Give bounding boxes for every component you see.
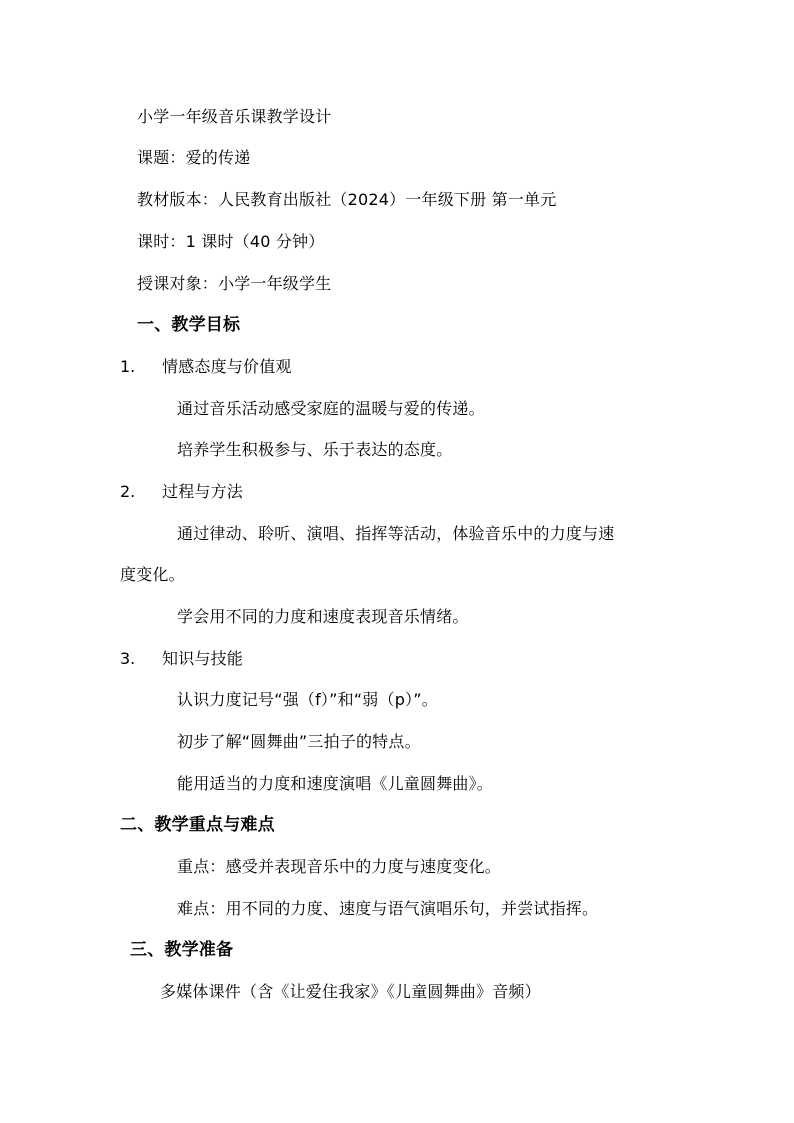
item-2-line-2: 学会用不同的力度和速度表现音乐情绪。 — [177, 607, 469, 626]
item-3-label: 知识与技能 — [162, 649, 244, 668]
section-1-heading: 一、教学目标 — [137, 315, 241, 335]
item-1-label: 情感态度与价值观 — [162, 357, 292, 376]
item-1-line-1: 通过音乐活动感受家庭的温暖与爱的传递。 — [177, 399, 485, 418]
difficult-point: 难点：用不同的力度、速度与语气演唱乐句，并尝试指挥。 — [177, 899, 599, 918]
item-2-line-1: 通过律动、聆听、演唱、指挥等活动，体验音乐中的力度与速 — [177, 524, 615, 543]
target-audience: 授课对象：小学一年级学生 — [137, 274, 332, 293]
key-point: 重点：感受并表现音乐中的力度与速度变化。 — [177, 857, 502, 876]
item-2-number: 2. — [120, 482, 136, 501]
item-2-label: 过程与方法 — [162, 482, 244, 501]
lesson-topic: 课题：爱的传递 — [137, 148, 251, 167]
item-3-number: 3. — [120, 649, 136, 668]
item-3-line-1: 认识力度记号“强（f）”和“弱（p）”。 — [177, 690, 438, 709]
section-3-heading: 三、教学准备 — [130, 940, 234, 960]
item-3-line-3: 能用适当的力度和速度演唱《儿童圆舞曲》。 — [177, 774, 494, 793]
item-2-line-1-cont: 度变化。 — [120, 565, 185, 584]
document-title: 小学一年级音乐课教学设计 — [137, 107, 332, 126]
item-1-number: 1. — [120, 357, 136, 376]
textbook-edition: 教材版本：人民教育出版社（2024）一年级下册 第一单元 — [137, 190, 557, 209]
item-1-line-2: 培养学生积极参与、乐于表达的态度。 — [177, 440, 453, 459]
section-2-heading: 二、教学重点与难点 — [120, 815, 275, 835]
lesson-duration: 课时：1 课时（40 分钟） — [137, 232, 325, 251]
preparation-line: 多媒体课件（含《让爱住我家》《儿童圆舞曲》音频） — [160, 982, 541, 1001]
item-3-line-2: 初步了解“圆舞曲”三拍子的特点。 — [177, 732, 421, 751]
